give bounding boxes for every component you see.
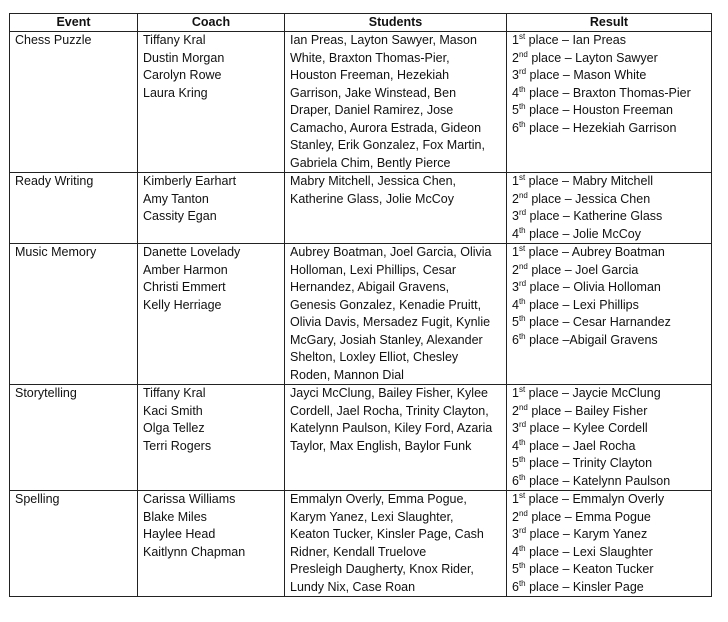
placement-text: place – Katelynn Paulson <box>525 473 671 488</box>
ordinal-suffix: st <box>518 491 526 500</box>
ordinal-suffix: rd <box>518 208 527 217</box>
place-number: 3 <box>512 68 519 82</box>
coach-cell <box>138 173 285 244</box>
result-cell <box>507 385 712 491</box>
placement-line <box>512 32 706 50</box>
students-cell <box>285 491 507 597</box>
table-row <box>10 491 712 597</box>
place-number: 4 <box>512 544 519 559</box>
placement-text: place – Jaycie McClung <box>525 386 661 400</box>
ordinal-suffix: nd <box>518 190 528 200</box>
students-line: Olivia Davis, Mersadez Fugit, Kynlie <box>290 315 491 329</box>
coach-name: Amber Harmon <box>143 262 228 277</box>
placement-line <box>512 403 706 421</box>
table-row <box>10 173 712 244</box>
students-line: Karym Yanez, Lexi Slaughter, <box>290 509 454 524</box>
ordinal-suffix: th <box>518 296 526 306</box>
placement-line <box>512 332 706 350</box>
placement-line <box>512 385 706 403</box>
place-number: 6 <box>512 120 519 135</box>
students-line: Camacho, Aurora Estrada, Gideon <box>290 120 482 135</box>
coach-name: Danette Lovelady <box>143 245 241 259</box>
students-line: Katherine Glass, Jolie McCoy <box>290 191 454 206</box>
place-number: 1 <box>512 174 519 188</box>
coach-name: Carissa Williams <box>143 492 236 506</box>
table-row <box>10 32 712 173</box>
table-row <box>10 244 712 385</box>
coach-cell <box>138 32 285 173</box>
placement-line <box>512 561 706 579</box>
coach-name: Haylee Head <box>143 527 216 541</box>
students-line: Emmalyn Overly, Emma Pogue, <box>290 492 467 506</box>
placement-text: place – Emmalyn Overly <box>525 492 665 506</box>
coach-name: Blake Miles <box>143 509 207 524</box>
place-number: 2 <box>512 50 519 65</box>
placement-text: place – Lexi Phillips <box>525 297 639 312</box>
ordinal-suffix: nd <box>518 49 528 59</box>
coach-name: Tiffany Kral <box>143 33 206 47</box>
coach-name: Carolyn Rowe <box>143 68 222 82</box>
place-number: 5 <box>512 103 519 117</box>
students-line: Holloman, Lexi Phillips, Cesar <box>290 262 457 277</box>
ordinal-suffix: th <box>518 578 526 588</box>
placement-line <box>512 208 706 226</box>
coach-cell <box>138 491 285 597</box>
placement-text: place – Katherine Glass <box>526 209 663 223</box>
students-line: Jayci McClung, Bailey Fisher, Kylee <box>290 386 488 400</box>
header-event: Event <box>10 14 138 32</box>
event-cell: Music Memory <box>10 244 138 385</box>
placement-text: place – Hezekiah Garrison <box>525 120 677 135</box>
students-line: Mabry Mitchell, Jessica Chen, <box>290 174 457 188</box>
ordinal-suffix: th <box>518 331 526 341</box>
placement-line <box>512 438 706 456</box>
placement-line <box>512 579 706 597</box>
place-number: 5 <box>512 315 519 329</box>
coach-name: Dustin Morgan <box>143 50 225 65</box>
placement-line <box>512 226 706 244</box>
students-line: Roden, Mannon Dial <box>290 367 404 382</box>
ordinal-suffix: th <box>518 225 526 235</box>
coach-name: Laura Kring <box>143 85 208 100</box>
placement-text: place – Braxton Thomas-Pier <box>525 85 691 100</box>
ordinal-suffix: th <box>518 84 526 94</box>
ordinal-suffix: rd <box>518 279 527 288</box>
ordinal-suffix: st <box>518 385 526 394</box>
placement-text: place – Mabry Mitchell <box>525 174 654 188</box>
event-cell: Ready Writing <box>10 173 138 244</box>
placement-text: place – Jessica Chen <box>527 191 651 206</box>
table-row <box>10 385 712 491</box>
place-number: 4 <box>512 226 519 241</box>
placement-text: place – Ian Preas <box>525 33 626 47</box>
placement-text: place – Bailey Fisher <box>527 403 648 418</box>
table-body <box>10 32 712 597</box>
ordinal-suffix: th <box>518 437 526 447</box>
coach-name: Olga Tellez <box>143 421 205 435</box>
place-number: 5 <box>512 562 519 576</box>
placement-text: place – Houston Freeman <box>525 103 673 117</box>
ordinal-suffix: rd <box>518 67 527 76</box>
coach-name: Amy Tanton <box>143 191 209 206</box>
ordinal-suffix: rd <box>518 420 527 429</box>
students-line: Lundy Nix, Case Roan <box>290 579 416 594</box>
place-number: 6 <box>512 579 519 594</box>
placement-line <box>512 191 706 209</box>
students-line: Garrison, Jake Winstead, Ben <box>290 85 457 100</box>
ordinal-suffix: nd <box>518 402 528 412</box>
placement-text: place – Aubrey Boatman <box>525 245 665 259</box>
placement-text: place – Kinsler Page <box>525 579 644 594</box>
place-number: 6 <box>512 332 519 347</box>
students-cell <box>285 244 507 385</box>
placement-text: place – Keaton Tucker <box>525 562 654 576</box>
coach-name: Kaitlynn Chapman <box>143 544 246 559</box>
ordinal-suffix: st <box>518 32 526 41</box>
ordinal-suffix: th <box>518 119 526 129</box>
ordinal-suffix: th <box>518 314 526 323</box>
place-number: 1 <box>512 386 519 400</box>
students-cell <box>285 32 507 173</box>
place-number: 3 <box>512 527 519 541</box>
place-number: 1 <box>512 33 519 47</box>
ordinal-suffix: th <box>518 561 526 570</box>
place-number: 1 <box>512 492 519 506</box>
placement-line <box>512 85 706 103</box>
header-students: Students <box>285 14 507 32</box>
place-number: 4 <box>512 85 519 100</box>
ordinal-suffix: th <box>518 102 526 111</box>
ordinal-suffix: th <box>518 543 526 553</box>
students-line: Ian Preas, Layton Sawyer, Mason <box>290 33 477 47</box>
placement-line <box>512 279 706 297</box>
students-line: McGary, Josiah Stanley, Alexander <box>290 332 483 347</box>
students-line: Presleigh Daugherty, Knox Rider, <box>290 562 474 576</box>
placement-line <box>512 67 706 85</box>
students-cell <box>285 385 507 491</box>
coach-name: Kaci Smith <box>143 403 203 418</box>
placement-text: place – Olivia Holloman <box>526 280 661 294</box>
students-line: Genesis Gonzalez, Kenadie Pruitt, <box>290 297 482 312</box>
students-line: Hernandez, Abigail Gravens, <box>290 280 450 294</box>
placement-line <box>512 262 706 280</box>
students-line: Shelton, Loxley Elliot, Chesley <box>290 350 459 364</box>
coach-cell <box>138 244 285 385</box>
place-number: 5 <box>512 456 519 470</box>
students-line: Stanley, Erik Gonzalez, Fox Martin, <box>290 138 485 152</box>
ordinal-suffix: nd <box>518 508 528 518</box>
placement-text: place –Abigail Gravens <box>525 332 658 347</box>
placement-line <box>512 420 706 438</box>
placement-text: place – Jael Rocha <box>525 438 636 453</box>
students-line: Cordell, Jael Rocha, Trinity Clayton, <box>290 403 489 418</box>
ordinal-suffix: th <box>518 455 526 464</box>
coach-name: Christi Emmert <box>143 280 226 294</box>
header-coach: Coach <box>138 14 285 32</box>
placement-line <box>512 314 706 332</box>
placement-text: place – Cesar Harnandez <box>525 315 671 329</box>
students-line: Keaton Tucker, Kinsler Page, Cash <box>290 527 484 541</box>
students-line: Ridner, Kendall Truelove <box>290 544 427 559</box>
placement-line <box>512 120 706 138</box>
students-line: Taylor, Max English, Baylor Funk <box>290 438 472 453</box>
ordinal-suffix: rd <box>518 526 527 535</box>
event-cell: Chess Puzzle <box>10 32 138 173</box>
coach-name: Cassity Egan <box>143 209 217 223</box>
place-number: 3 <box>512 209 519 223</box>
coach-cell <box>138 385 285 491</box>
placement-line <box>512 102 706 120</box>
ordinal-suffix: nd <box>518 261 528 271</box>
result-cell <box>507 244 712 385</box>
students-line: Gabriela Chim, Bently Pierce <box>290 155 451 170</box>
coach-name: Kelly Herriage <box>143 297 222 312</box>
placement-line <box>512 473 706 491</box>
ordinal-suffix: st <box>518 244 526 253</box>
placement-line <box>512 526 706 544</box>
place-number: 2 <box>512 509 519 524</box>
coach-name: Tiffany Kral <box>143 386 206 400</box>
results-table <box>9 13 712 597</box>
placement-line <box>512 173 706 191</box>
place-number: 2 <box>512 403 519 418</box>
students-line: White, Braxton Thomas-Pier, <box>290 50 450 65</box>
placement-text: place – Lexi Slaughter <box>525 544 653 559</box>
placement-line <box>512 509 706 527</box>
event-cell: Spelling <box>10 491 138 597</box>
place-number: 3 <box>512 421 519 435</box>
students-line: Draper, Daniel Ramirez, Jose <box>290 103 454 117</box>
placement-text: place – Layton Sawyer <box>527 50 658 65</box>
header-result: Result <box>507 14 712 32</box>
header-row <box>10 14 712 32</box>
placement-text: place – Jolie McCoy <box>525 226 641 241</box>
placement-line <box>512 244 706 262</box>
place-number: 2 <box>512 191 519 206</box>
placement-text: place – Emma Pogue <box>527 509 651 524</box>
placement-text: place – Joel Garcia <box>527 262 639 277</box>
ordinal-suffix: th <box>518 472 526 482</box>
placement-line <box>512 544 706 562</box>
event-cell: Storytelling <box>10 385 138 491</box>
students-line: Aubrey Boatman, Joel Garcia, Olivia <box>290 245 492 259</box>
place-number: 4 <box>512 297 519 312</box>
ordinal-suffix: st <box>518 173 526 182</box>
result-cell <box>507 173 712 244</box>
students-cell <box>285 173 507 244</box>
placement-line <box>512 455 706 473</box>
coach-name: Terri Rogers <box>143 438 212 453</box>
placement-text: place – Karym Yanez <box>526 527 648 541</box>
coach-name: Kimberly Earhart <box>143 174 237 188</box>
students-line: Katelynn Paulson, Kiley Ford, Azaria <box>290 421 493 435</box>
placement-line <box>512 297 706 315</box>
place-number: 4 <box>512 438 519 453</box>
placement-text: place – Kylee Cordell <box>526 421 648 435</box>
result-cell <box>507 491 712 597</box>
placement-line <box>512 491 706 509</box>
placement-text: place – Trinity Clayton <box>525 456 653 470</box>
place-number: 2 <box>512 262 519 277</box>
result-cell <box>507 32 712 173</box>
place-number: 1 <box>512 245 519 259</box>
placement-line <box>512 50 706 68</box>
students-line: Houston Freeman, Hezekiah <box>290 68 450 82</box>
place-number: 6 <box>512 473 519 488</box>
placement-text: place – Mason White <box>526 68 647 82</box>
place-number: 3 <box>512 280 519 294</box>
